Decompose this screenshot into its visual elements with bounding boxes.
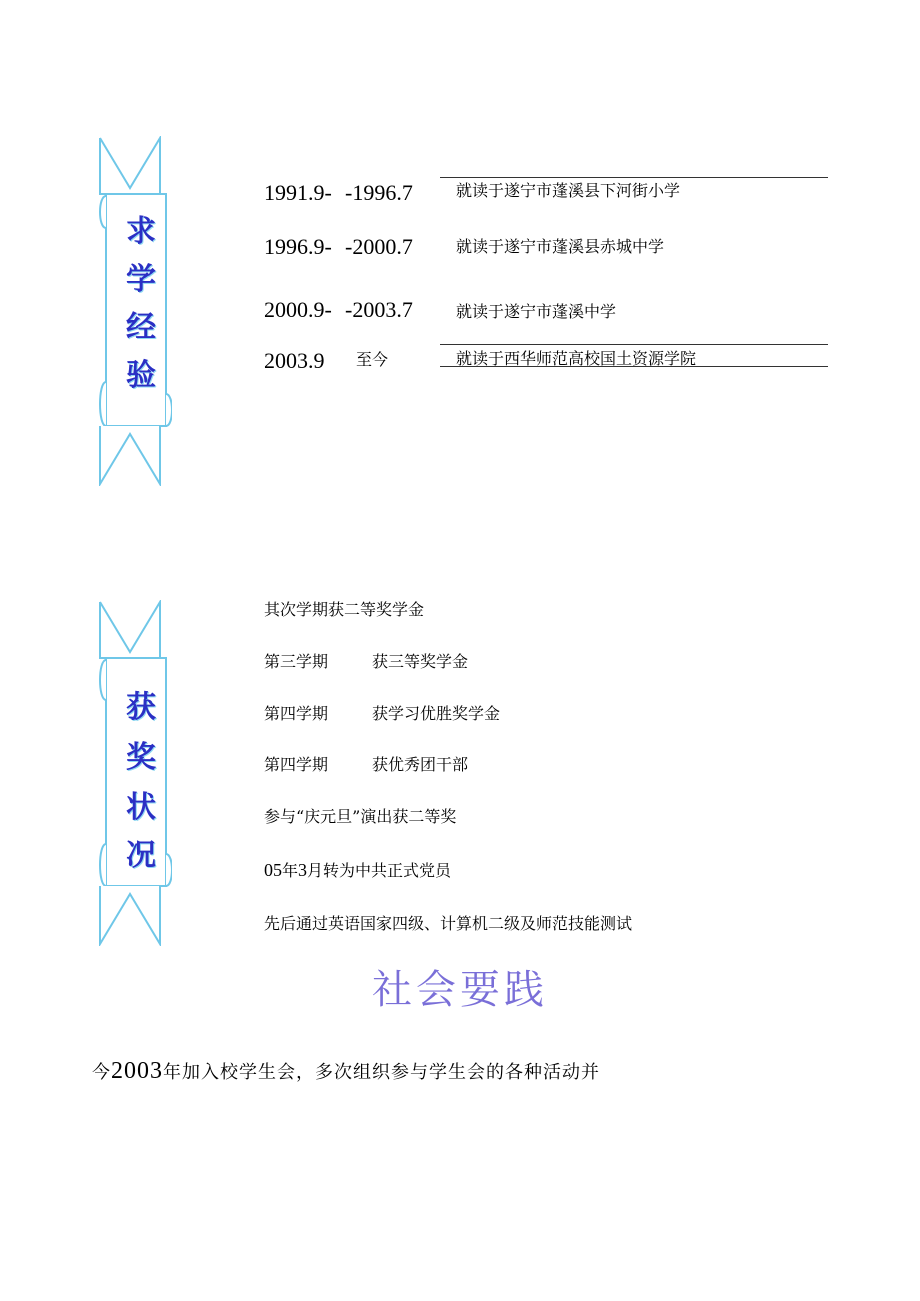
social-practice-body: 年加入校学生会，多次组织参与学生会的各种活动并 — [163, 1062, 600, 1083]
awards-title-char: 奖 — [126, 740, 156, 775]
award-detail: 获优秀团干部 — [372, 755, 469, 774]
education-date-end: -1996.7 — [345, 180, 413, 205]
certification-tests: 先后通过英语国家四级、计算机二级及师范技能测试 — [264, 914, 633, 933]
party-year: 05 — [264, 860, 282, 880]
education-title-char: 经 — [126, 310, 156, 345]
award-term: 第四学期 — [264, 755, 329, 774]
education-title-char: 学 — [126, 262, 156, 297]
award-detail: 获三等奖学金 — [372, 652, 469, 671]
awards-title-char: 获 — [126, 690, 156, 725]
awards-scroll-banner — [96, 600, 172, 946]
education-title-char: 求 — [126, 214, 156, 249]
awards-title-char: 状 — [126, 790, 156, 825]
education-title-char: 验 — [126, 358, 156, 393]
award-detail: 获学习优胜奖学金 — [372, 704, 501, 723]
party-text: 转为中共正式党员 — [323, 861, 452, 880]
party-year-unit: 年 — [282, 861, 299, 880]
awards-title-char: 况 — [126, 838, 156, 873]
award-term: 第四学期 — [264, 704, 329, 723]
education-date-start: 1991.9- — [264, 180, 332, 205]
party-membership-line — [264, 858, 451, 881]
education-date-end: -2003.7 — [345, 297, 413, 322]
award-item: 其次学期获二等奖学金 — [264, 600, 425, 619]
education-mid-rule — [440, 344, 828, 345]
education-bottom-rule — [440, 366, 828, 367]
education-description: 就读于西华师范高校国土资源学院 — [456, 349, 697, 368]
education-description: 就读于遂宁市蓬溪中学 — [456, 302, 617, 321]
social-practice-year: 2003 — [111, 1058, 163, 1084]
education-date-end: -2000.7 — [345, 234, 413, 259]
award-term: 第三学期 — [264, 652, 329, 671]
party-month-unit: 月 — [307, 861, 324, 880]
education-date-end: 至今 — [356, 350, 389, 369]
social-practice-text — [92, 1058, 600, 1085]
education-date-start: 2003.9 — [264, 348, 325, 373]
social-practice-prefix: 今 — [92, 1062, 111, 1083]
education-description: 就读于遂宁市蓬溪县下河街小学 — [456, 181, 681, 200]
education-scroll-banner — [96, 136, 172, 486]
education-date-start: 1996.9- — [264, 234, 332, 259]
social-practice-title: 社会要践 — [372, 967, 548, 1013]
party-month: 3 — [298, 860, 308, 880]
education-description: 就读于遂宁市蓬溪县赤城中学 — [456, 237, 665, 256]
award-item: 参与“庆元旦”演出获二等奖 — [264, 807, 457, 826]
education-date-start: 2000.9- — [264, 297, 332, 322]
